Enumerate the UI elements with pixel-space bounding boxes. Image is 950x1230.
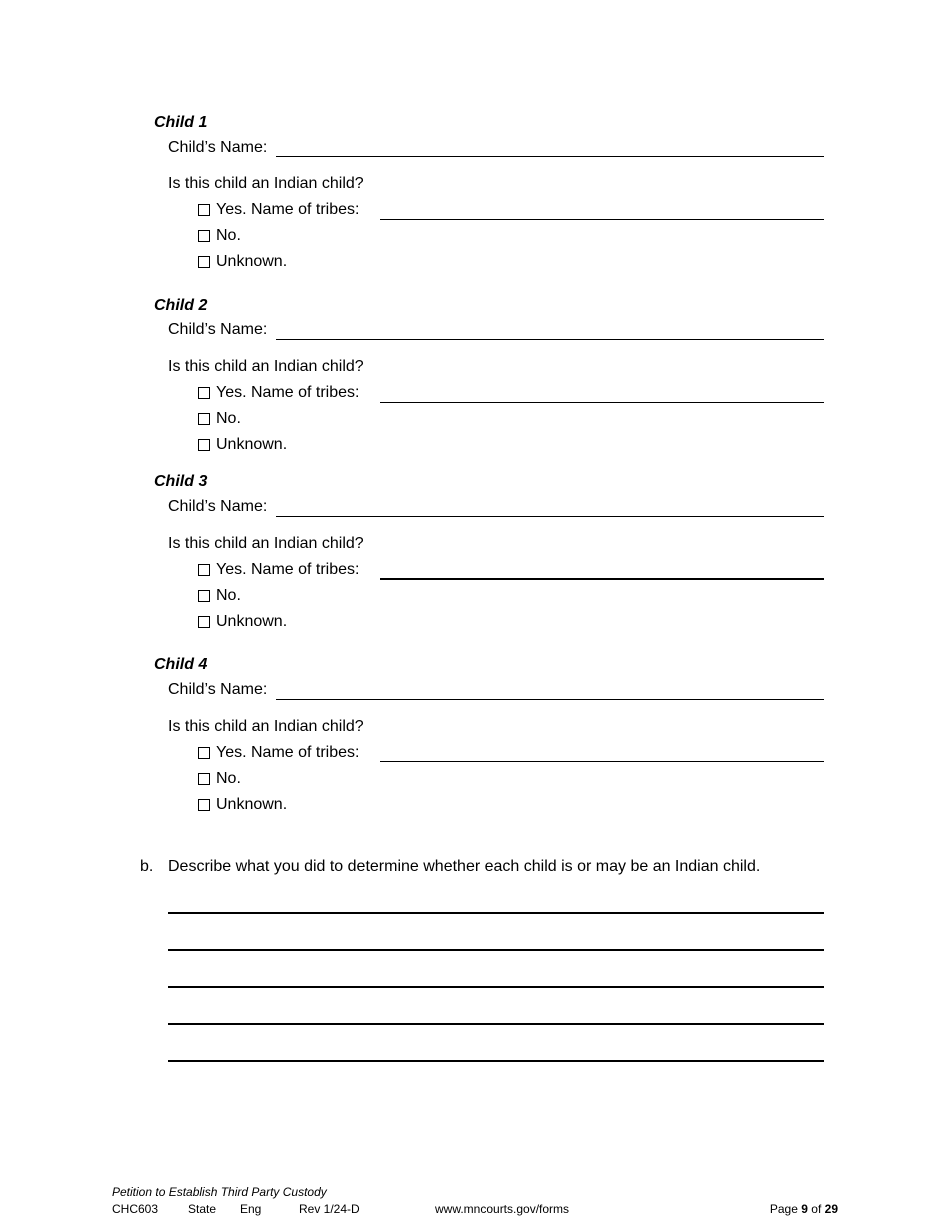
unknown-label: Unknown.	[216, 253, 288, 270]
child-4-heading: Child 4	[154, 656, 208, 673]
answer-line-3[interactable]	[168, 986, 824, 988]
child-3-name-field[interactable]	[276, 516, 824, 517]
child-3-heading: Child 3	[154, 473, 208, 490]
answer-line-4[interactable]	[168, 1023, 824, 1025]
unknown-label: Unknown.	[216, 436, 288, 453]
unknown-label: Unknown.	[216, 613, 288, 630]
child-4-unknown-option[interactable]	[198, 796, 287, 814]
checkbox-icon[interactable]	[198, 590, 210, 602]
child-1-yes-option[interactable]	[198, 201, 359, 219]
page-of: of	[811, 1202, 822, 1216]
child-2-name-label: Child’s Name:	[168, 321, 268, 338]
child-3-unknown-option[interactable]	[198, 613, 287, 631]
checkbox-icon[interactable]	[198, 204, 210, 216]
answer-line-1[interactable]	[168, 912, 824, 914]
section-b-prompt: Describe what you did to determine whether each child is or may be an Indian child.	[168, 858, 761, 875]
child-1-question: Is this child an Indian child?	[168, 175, 364, 192]
checkbox-icon[interactable]	[198, 799, 210, 811]
yes-label: Yes. Name of tribes:	[216, 561, 360, 578]
checkbox-icon[interactable]	[198, 616, 210, 628]
child-4-tribes-field[interactable]	[380, 761, 824, 762]
child-2-heading: Child 2	[154, 297, 208, 314]
footer-form-code: CHC603	[112, 1202, 159, 1216]
no-label: No.	[216, 770, 241, 787]
child-4-no-option[interactable]	[198, 770, 241, 788]
unknown-label: Unknown.	[216, 796, 288, 813]
child-2-question: Is this child an Indian child?	[168, 358, 364, 375]
child-1-no-option[interactable]	[198, 227, 241, 245]
answer-line-2[interactable]	[168, 949, 824, 951]
checkbox-icon[interactable]	[198, 564, 210, 576]
section-b-marker: b.	[140, 858, 154, 875]
no-label: No.	[216, 410, 241, 427]
checkbox-icon[interactable]	[198, 773, 210, 785]
child-2-tribes-field[interactable]	[380, 402, 824, 403]
child-1-name-label: Child’s Name:	[168, 139, 268, 156]
child-3-name-label: Child’s Name:	[168, 498, 268, 515]
checkbox-icon[interactable]	[198, 413, 210, 425]
child-2-no-option[interactable]	[198, 410, 241, 428]
no-label: No.	[216, 587, 241, 604]
checkbox-icon[interactable]	[198, 387, 210, 399]
child-3-tribes-field[interactable]	[380, 578, 824, 580]
child-4-yes-option[interactable]	[198, 744, 359, 762]
child-2-yes-option[interactable]	[198, 384, 359, 402]
child-2-name-field[interactable]	[276, 339, 824, 340]
footer-language: Eng	[240, 1202, 262, 1216]
child-4-name-label: Child’s Name:	[168, 681, 268, 698]
answer-line-5[interactable]	[168, 1060, 824, 1062]
checkbox-icon[interactable]	[198, 230, 210, 242]
footer-url: www.mncourts.gov/forms	[435, 1202, 570, 1216]
yes-label: Yes. Name of tribes:	[216, 384, 360, 401]
page-prefix: Page	[769, 1202, 798, 1216]
child-3-yes-option[interactable]	[198, 561, 359, 579]
footer-form-title: Petition to Establish Third Party Custody	[112, 1185, 327, 1199]
checkbox-icon[interactable]	[198, 747, 210, 759]
child-1-heading: Child 1	[154, 114, 208, 131]
yes-label: Yes. Name of tribes:	[216, 744, 360, 761]
child-3-no-option[interactable]	[198, 587, 241, 605]
no-label: No.	[216, 227, 241, 244]
child-4-question: Is this child an Indian child?	[168, 718, 364, 735]
footer-page-number	[770, 1202, 838, 1216]
child-4-name-field[interactable]	[276, 699, 824, 700]
child-1-tribes-field[interactable]	[380, 219, 824, 220]
checkbox-icon[interactable]	[198, 439, 210, 451]
page-total: 29	[824, 1202, 838, 1216]
yes-label: Yes. Name of tribes:	[216, 201, 360, 218]
footer-state: State	[188, 1202, 217, 1216]
child-1-name-field[interactable]	[276, 156, 824, 157]
child-1-unknown-option[interactable]	[198, 253, 287, 271]
footer-revision: Rev 1/24-D	[299, 1202, 360, 1216]
checkbox-icon[interactable]	[198, 256, 210, 268]
child-3-question: Is this child an Indian child?	[168, 535, 364, 552]
page-current: 9	[801, 1202, 808, 1216]
child-2-unknown-option[interactable]	[198, 436, 287, 454]
